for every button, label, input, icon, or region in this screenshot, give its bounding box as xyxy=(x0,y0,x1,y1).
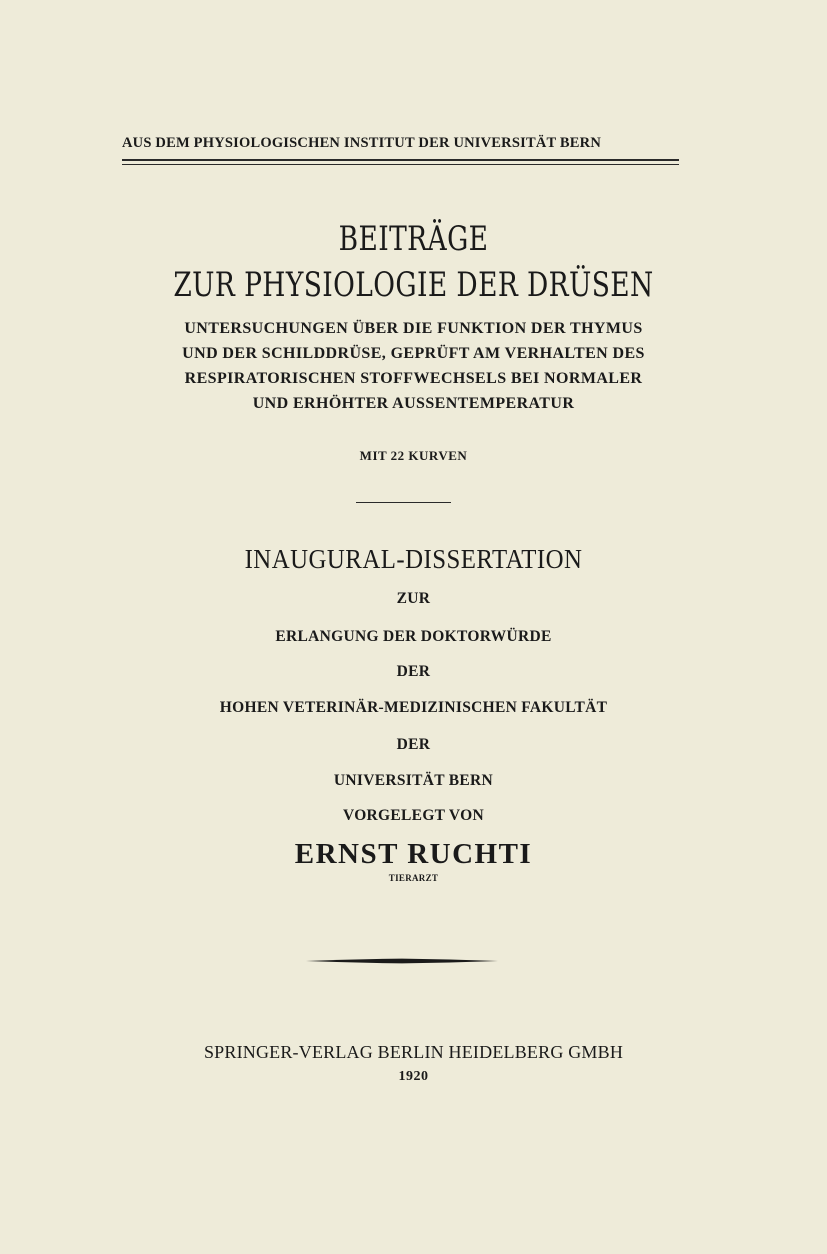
publisher: SPRINGER-VERLAG BERLIN HEIDELBERG GMBH xyxy=(203,1042,624,1062)
header-double-rule xyxy=(122,159,679,165)
dissertation-faculty: HOHEN VETERINÄR-MEDIZINISCHEN FAKULTÄT xyxy=(219,699,608,716)
author-profession: TIERARZT xyxy=(388,873,439,883)
institute-header: AUS DEM PHYSIOLOGISCHEN INSTITUT DER UNIVERSITÄT BERN xyxy=(122,135,602,151)
ornamental-rule xyxy=(306,958,498,964)
dissertation-erlangung: ERLANGUNG DER DOKTORWÜRDE xyxy=(275,628,552,645)
author-name: ERNST RUCHTI xyxy=(294,838,533,870)
section-divider xyxy=(356,502,451,503)
subtitle-line-1: UNTERSUCHUNGEN ÜBER DIE FUNKTION DER THYMUS xyxy=(184,320,643,337)
dissertation-heading: INAUGURAL-DISSERTATION xyxy=(244,544,583,574)
curves-note: MIT 22 KURVEN xyxy=(359,448,468,463)
subtitle-line-2: UND DER SCHILDDRÜSE, GEPRÜFT AM VERHALTEN DES xyxy=(182,345,645,362)
dissertation-der-1: DER xyxy=(396,663,431,680)
main-title-line-2: ZUR PHYSIOLOGIE DER DRÜSEN xyxy=(173,265,654,305)
subtitle-line-4: UND ERHÖHTER AUSSENTEMPERATUR xyxy=(252,395,575,412)
dissertation-presented-by: VORGELEGT VON xyxy=(343,807,484,824)
subtitle-line-3: RESPIRATORISCHEN STOFFWECHSELS BEI NORMALER xyxy=(184,370,643,387)
dissertation-der-2: DER xyxy=(396,736,431,753)
publication-year: 1920 xyxy=(398,1069,429,1084)
dissertation-zur: ZUR xyxy=(396,590,431,607)
dissertation-university: UNIVERSITÄT BERN xyxy=(333,772,494,789)
main-title-line-1: BEITRÄGE xyxy=(338,219,489,259)
